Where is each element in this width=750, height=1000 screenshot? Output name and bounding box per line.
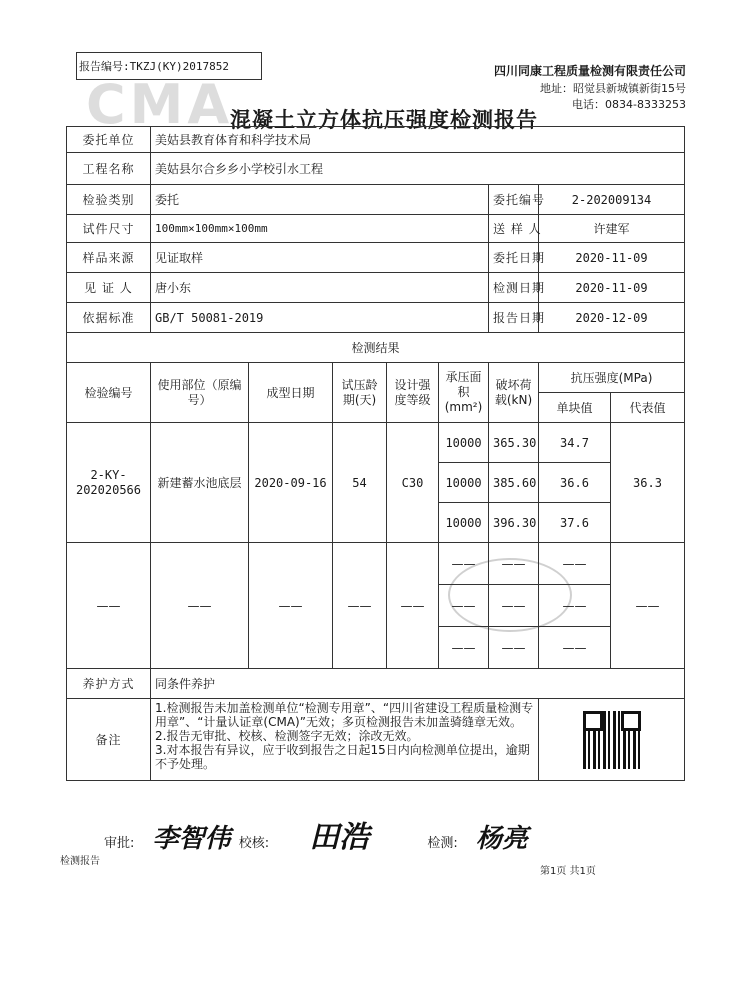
type-label: 检验类别 [67, 185, 151, 215]
results-title: 检测结果 [67, 333, 685, 363]
header-load: 破坏荷载(kN) [489, 363, 539, 423]
sample-part: 新建蓄水池底层 [151, 423, 249, 543]
sample-test-no: 2-KY-202020566 [67, 423, 151, 543]
row-results-title [67, 333, 685, 363]
sample-load: 365.30 [489, 423, 539, 463]
curing-label: 养护方式 [67, 669, 151, 699]
client-value: 美姑县教育体育和科学技术局 [151, 127, 685, 153]
remarks-text [151, 699, 539, 781]
sample-single: 34.7 [539, 423, 611, 463]
approve-signature: 李智伟 [152, 824, 231, 854]
empty-cell: —— [151, 543, 249, 669]
sample-area: 10000 [439, 503, 489, 543]
source-label: 样品来源 [67, 243, 151, 273]
project-value: 美姑县尔合乡乡小学校引水工程 [151, 153, 685, 185]
empty-cell: —— [249, 543, 333, 669]
test-date-value: 2020-11-09 [539, 273, 685, 303]
sample-single: 36.6 [539, 463, 611, 503]
empty-cell: —— [539, 585, 611, 627]
test-label: 检测: [427, 836, 458, 851]
empty-cell: —— [539, 543, 611, 585]
empty-cell: —— [539, 627, 611, 669]
standard-value: GB/T 50081-2019 [151, 303, 489, 333]
check-label: 校核: [238, 836, 270, 851]
order-no-value: 2-202009134 [539, 185, 685, 215]
order-no-label: 委托编号 [489, 185, 539, 215]
sample-grade: C30 [387, 423, 439, 543]
approve-label: 审批: [104, 836, 135, 851]
remark-line-1: 1.检测报告未加盖检测单位“检测专用章”、“四川省建设工程质量检测专用章”、“计量认证章(CMA)”无效；多页检测报告未加盖骑缝章无效。 [155, 701, 534, 729]
size-value: 100mm×100mm×100mm [151, 215, 489, 243]
qr-code-icon [583, 711, 641, 769]
table-row [67, 423, 685, 463]
header-strength: 抗压强度(MPa) [539, 363, 685, 393]
empty-cell: —— [439, 627, 489, 669]
report-title: 混凝土立方体抗压强度检测报告 [230, 108, 538, 132]
sender-label: 送 样 人 [489, 215, 539, 243]
empty-cell: —— [489, 543, 539, 585]
empty-cell: —— [489, 585, 539, 627]
empty-cell: —— [67, 543, 151, 669]
project-label: 工程名称 [67, 153, 151, 185]
sample-load: 385.60 [489, 463, 539, 503]
sample-area: 10000 [439, 463, 489, 503]
empty-cell: —— [439, 585, 489, 627]
row-standard [67, 303, 685, 333]
source-value: 见证取样 [151, 243, 489, 273]
sample-single: 37.6 [539, 503, 611, 543]
row-source [67, 243, 685, 273]
remarks-label: 备注 [67, 699, 151, 781]
header-grade: 设计强度等级 [387, 363, 439, 423]
row-size [67, 215, 685, 243]
client-label: 委托单位 [67, 127, 151, 153]
order-date-value: 2020-11-09 [539, 243, 685, 273]
header-part: 使用部位（原编号） [151, 363, 249, 423]
empty-cell: —— [333, 543, 387, 669]
company-address: 地址：昭觉县新城镇新街15号 [540, 82, 686, 95]
check-signature: 田浩 [309, 820, 370, 855]
empty-cell: —— [387, 543, 439, 669]
qr-cell [539, 699, 685, 781]
report-number: 报告编号:TKZJ(KY)2017852 [76, 52, 262, 80]
footer-page-number: 第1页 共1页 [540, 866, 596, 877]
witness-label: 见 证 人 [67, 273, 151, 303]
cma-logo: CMA [86, 73, 234, 136]
test-date-label: 检测日期 [489, 273, 539, 303]
header-age: 试压龄期(天) [333, 363, 387, 423]
row-witness [67, 273, 685, 303]
row-remarks [67, 699, 685, 781]
empty-cell: —— [489, 627, 539, 669]
table-row-empty [67, 543, 685, 585]
witness-value: 唐小东 [151, 273, 489, 303]
header-rep: 代表值 [611, 393, 685, 423]
header-cast-date: 成型日期 [249, 363, 333, 423]
header-single: 单块值 [539, 393, 611, 423]
report-table [66, 126, 685, 781]
row-type [67, 185, 685, 215]
sample-age: 54 [333, 423, 387, 543]
report-date-value: 2020-12-09 [539, 303, 685, 333]
size-label: 试件尺寸 [67, 215, 151, 243]
remark-line-2: 2.报告无审批、校核、检测签字无效；涂改无效。 [155, 729, 419, 743]
empty-cell: —— [611, 543, 685, 669]
row-client [67, 127, 685, 153]
remark-line-3: 3.对本报告有异议，应于收到报告之日起15日内向检测单位提出，逾期不予处理。 [155, 743, 530, 771]
row-curing [67, 669, 685, 699]
sample-load: 396.30 [489, 503, 539, 543]
row-results-header-1 [67, 363, 685, 393]
sender-value: 许建军 [539, 215, 685, 243]
sample-cast-date: 2020-09-16 [249, 423, 333, 543]
curing-value: 同条件养护 [151, 669, 685, 699]
sample-area: 10000 [439, 423, 489, 463]
report-date-label: 报告日期 [489, 303, 539, 333]
empty-cell: —— [439, 543, 489, 585]
order-date-label: 委托日期 [489, 243, 539, 273]
header-test-no: 检验编号 [67, 363, 151, 423]
company-phone: 电话：0834-8333253 [572, 98, 686, 111]
sample-rep-value: 36.3 [611, 423, 685, 543]
company-name: 四川同康工程质量检测有限责任公司 [493, 64, 686, 78]
test-signature: 杨亮 [475, 824, 528, 854]
row-project [67, 153, 685, 185]
header-area: 承压面积(mm²) [439, 363, 489, 423]
type-value: 委托 [151, 185, 489, 215]
signature-row [104, 812, 528, 856]
standard-label: 依据标准 [67, 303, 151, 333]
footer-doc-type: 检测报告 [60, 856, 100, 867]
